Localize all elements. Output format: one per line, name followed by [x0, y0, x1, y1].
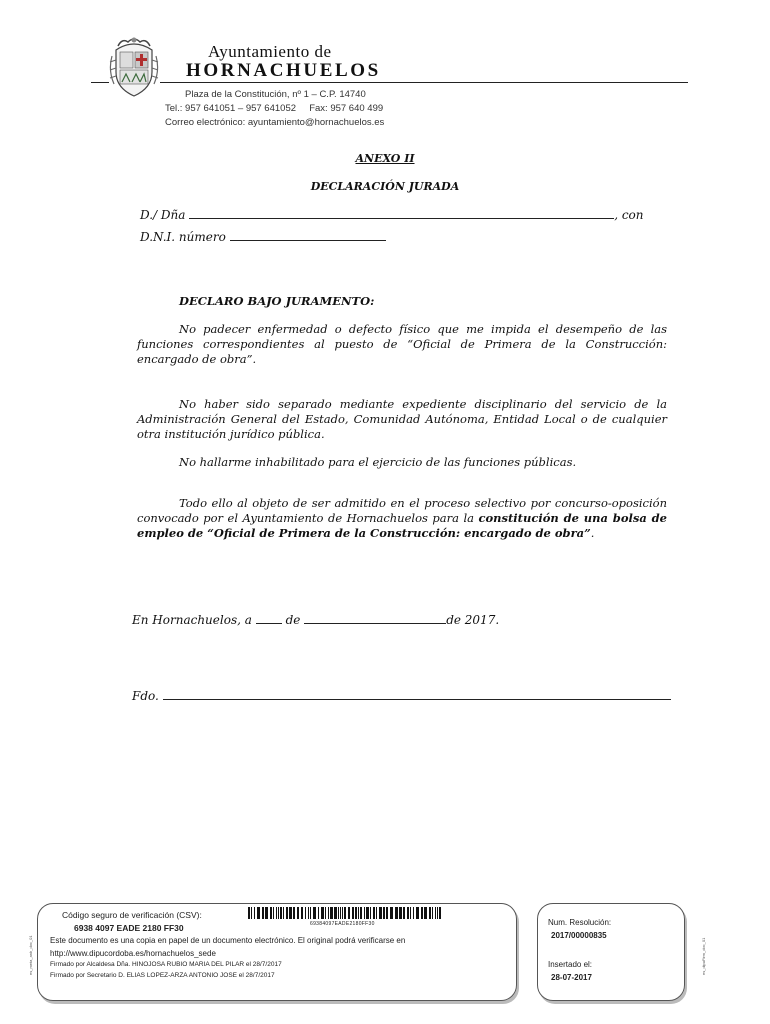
verification-url[interactable]: http://www.dipucordoba.es/hornachuelos_sede [50, 949, 216, 958]
clause-4-bold: constitución de una bolsa de empleo de “Oficial de Primera de la Construcción: encargado de obra” [137, 511, 667, 540]
header-rule-left [91, 82, 109, 83]
copy-notice: Este documento es una copia en papel de un documento electrónico. El original podrá verificarse en [50, 936, 406, 945]
clause-paragraph-4 [137, 496, 667, 541]
date-prefix: En Hornachuelos, a [132, 613, 252, 627]
name-suffix: , con [614, 208, 644, 222]
csv-label: Código seguro de verificación (CSV): [62, 910, 202, 920]
dni-label: D.N.I. número [140, 230, 226, 244]
annex-title: ANEXO II [355, 152, 415, 165]
vertical-code-right: es_dipuFirm_doc_01 [701, 937, 706, 975]
csv-code: 6938 4097 EADE 2180 FF30 [74, 923, 184, 933]
header-rule [160, 82, 688, 83]
dni-blank [230, 229, 386, 241]
clause-paragraph-3 [137, 455, 667, 470]
clause-paragraph-1 [137, 322, 667, 367]
clause-paragraph-2 [137, 397, 667, 442]
inserted-date: 28-07-2017 [551, 973, 592, 982]
clause-3-text: No hallarme inhabilitado para el ejercicio de las funciones públicas. [179, 455, 577, 469]
clause-4-text: Todo ello al objeto de ser admitido en el proceso selectivo por concurso-oposición convocado por el Ayuntamiento de Hornachuelos para la [137, 496, 667, 525]
date-year: de 2017. [446, 613, 500, 627]
town-name: HORNACHUELOS [186, 60, 381, 81]
clause-2-text: No haber sido separado mediante expediente disciplinario del servicio de la Administración General del Estado, Comunidad Autónoma, Entidad Local o de cualquier otra institución jurídico pública. [137, 397, 667, 441]
signature-blank [163, 688, 671, 700]
declaration-statement: DECLARO BAJO JURAMENTO: [179, 294, 375, 308]
day-blank [256, 612, 282, 624]
month-blank [304, 612, 446, 624]
name-blank [189, 207, 614, 219]
signature-record-1: Firmado por Alcaldesa Dña. HINOJOSA RUBIO MARIA DEL PILAR el 28/7/2017 [50, 961, 282, 968]
header-email: Correo electrónico: ayuntamiento@hornachuelos.es [165, 117, 385, 128]
clause-4-end: . [590, 526, 595, 540]
name-line [140, 207, 670, 222]
name-label: D./ Dña [140, 208, 186, 222]
header-address: Plaza de la Constitución, nº 1 – C.P. 14740 [185, 89, 366, 100]
declaration-heading: DECLARACIÓN JURADA [310, 180, 460, 193]
vertical-code-left: es_meta_anb_doc_01 [28, 935, 33, 975]
town-hall-title: Ayuntamiento de [208, 42, 332, 61]
signature-record-2: Firmado por Secretario D. ELIAS LOPEZ-ARZA ANTONIO JOSE el 28/7/2017 [50, 972, 275, 979]
inserted-label: Insertado el: [548, 960, 593, 969]
dni-line [140, 229, 386, 244]
barcode [248, 907, 444, 919]
header-phone-fax: Tel.: 957 641051 – 957 641052 Fax: 957 640 499 [165, 103, 384, 114]
barcode-text: 69384097EADE2180FF30 [310, 921, 375, 927]
town-crest-logo [108, 36, 160, 98]
resolution-number: 2017/00000835 [551, 931, 607, 940]
date-de: de [285, 613, 301, 627]
signature-label: Fdo. [132, 689, 159, 703]
date-line [132, 612, 499, 627]
signature-line [132, 688, 671, 703]
resolution-label: Num. Resolución: [548, 918, 612, 927]
clause-1-text: No padecer enfermedad o defecto físico que me impida el desempeño de las funciones correspondientes al puesto de “Oficial de Primera de la Construcción: encargado de obra”. [137, 322, 667, 366]
